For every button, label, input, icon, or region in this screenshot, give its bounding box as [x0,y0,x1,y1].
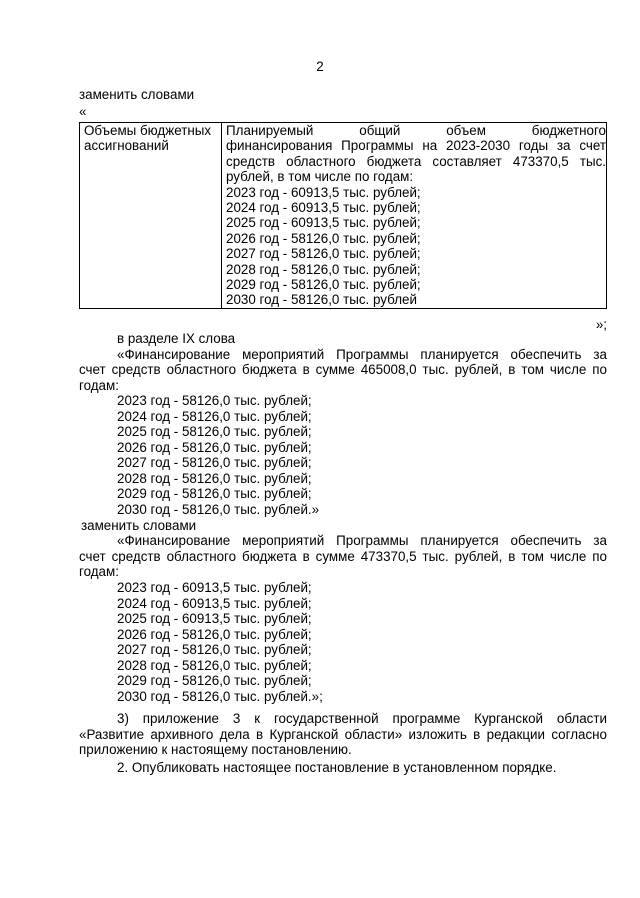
budget-year-line: 2025 год - 60913,5 тыс. рублей; [226,215,421,231]
year-line: 2029 год - 58126,0 тыс. рублей; [117,673,312,688]
year-line: 2029 год - 58126,0 тыс. рублей; [117,486,312,501]
year-line: 2028 год - 58126,0 тыс. рублей; [117,658,312,673]
table-close-quote: »; [595,317,607,332]
paragraph-line: счет средств областного бюджета в сумме 465008,0 тыс. рублей, в том числе по [79,362,607,377]
year-line: 2027 год - 58126,0 тыс. рублей; [117,642,312,657]
year-line: 2030 год - 58126,0 тыс. рублей.» [117,502,320,517]
year-line: 2030 год - 58126,0 тыс. рублей.»; [117,689,323,704]
budget-year-line: 2027 год - 58126,0 тыс. рублей; [226,246,421,262]
budget-year-line: 2030 год - 58126,0 тыс. рублей [226,292,417,308]
section-ix-heading: в разделе IX слова [117,331,236,346]
budget-text-line: финансирования Программы на 2023-2030 годы за счет [226,138,606,154]
budget-table [79,122,607,309]
budget-year-line: 2028 год - 58126,0 тыс. рублей; [226,261,421,277]
budget-value-cell [222,123,607,309]
open-quote: « [79,104,87,119]
budget-text-line: средств областного бюджета составляет 473370,5 тыс. [226,153,606,169]
year-line: 2025 год - 58126,0 тыс. рублей; [117,424,312,439]
budget-year-line: 2029 год - 58126,0 тыс. рублей; [226,277,421,293]
publish-paragraph: 2. Опубликовать настоящее постановление в установленном порядке. [117,760,557,775]
year-line: 2026 год - 58126,0 тыс. рублей; [117,440,312,455]
year-line: 2027 год - 58126,0 тыс. рублей; [117,455,312,470]
budget-label-line: ассигнований [84,138,169,154]
year-line: 2023 год - 58126,0 тыс. рублей; [117,393,312,408]
year-line: 2026 год - 58126,0 тыс. рублей; [117,627,312,642]
budget-text-line: рублей, в том числе по годам: [226,169,414,185]
paragraph-line: годам: [79,564,119,579]
year-line: 2024 год - 60913,5 тыс. рублей; [117,596,312,611]
budget-label-line: Объемы бюджетных [84,123,212,138]
page-number: 2 [316,59,324,74]
budget-year-line: 2023 год - 60913,5 тыс. рублей; [226,184,421,200]
year-line: 2028 год - 58126,0 тыс. рублей; [117,471,312,486]
paragraph-line: «Развитие архивного дела в Курганской области» изложить в редакции согласно [79,727,607,742]
paragraph-line: приложению к настоящему постановлению. [79,742,352,757]
paragraph-line: 3) приложение 3 к государственной программе Курганской области [117,711,607,726]
year-line: 2024 год - 58126,0 тыс. рублей; [117,409,312,424]
paragraph-line: годам: [79,378,119,393]
budget-text-line: Планируемый общий объем бюджетного [226,123,606,138]
table-row [80,123,607,309]
replace-with-label: заменить словами [79,87,195,102]
paragraph-line: «Финансирование мероприятий Программы планируется обеспечить за [117,347,607,362]
paragraph-line: счет средств областного бюджета в сумме 473370,5 тыс. рублей, в том числе по [79,549,607,564]
budget-year-line: 2024 год - 60913,5 тыс. рублей; [226,200,421,216]
replace-with-label: заменить словами [81,518,197,533]
year-line: 2025 год - 60913,5 тыс. рублей; [117,611,312,626]
year-line: 2023 год - 60913,5 тыс. рублей; [117,580,312,595]
budget-year-line: 2026 год - 58126,0 тыс. рублей; [226,230,421,246]
paragraph-line: «Финансирование мероприятий Программы планируется обеспечить за [117,533,607,548]
budget-label-cell [80,123,222,309]
